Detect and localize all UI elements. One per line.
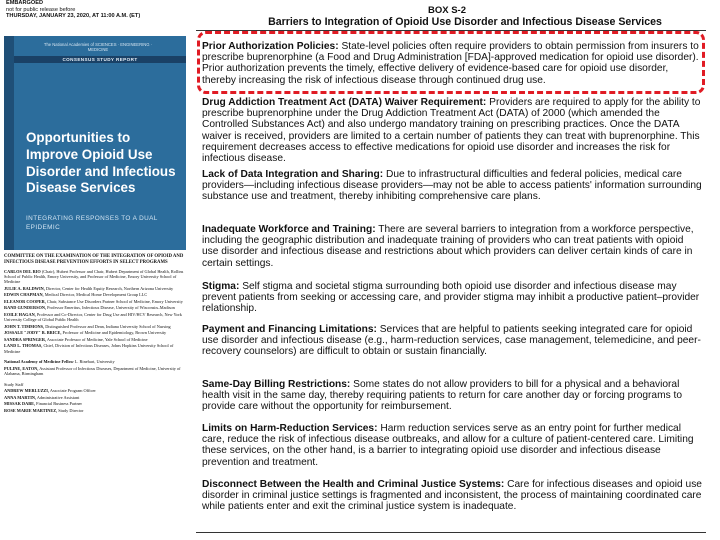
box-label: BOX S-2 (428, 5, 467, 16)
roster-desc: Distinguished Professor and Dean, Indiana University School of Nursing (45, 323, 171, 329)
roster-desc: Chair, Substance Use Disorders Partner School of Medicine, Emory University (46, 298, 183, 304)
roster-entry (4, 359, 188, 364)
roster-entry (4, 286, 188, 291)
barrier-item (202, 379, 702, 413)
barrier-item (202, 324, 702, 358)
barrier-text: State-level policies often require providers to obtain permission from insurers to prescribe buprenorphine (a Food and Drug Administration [FDA]-approved medication for opioid use disorder). Prior authorization prevents the timely, effective delivery of evidence-based care for opioid use disorder, thereby increasing the risk of infectious disease through continued drug use. (202, 41, 699, 86)
roster-name: JOSSALE "JODY" B. BRICE, (4, 330, 62, 336)
barrier-heading: Inadequate Workforce and Training: (202, 224, 376, 235)
roster-entry (4, 366, 188, 377)
highlight-dashed-outline (197, 31, 705, 94)
roster-desc: Associate Program Officer (49, 388, 96, 394)
roster-desc: Financial Business Partner (36, 401, 82, 407)
roster-entry (4, 408, 188, 413)
roster-name: JULIE A. BALDWIN, (4, 285, 45, 291)
staff-heading: Study Staff (4, 381, 24, 387)
roster-entry (4, 401, 188, 406)
roster-staff (4, 388, 188, 413)
cover-subtitle: INTEGRATING RESPONSES TO A DUAL EPIDEMIC (26, 215, 158, 231)
roster-entry (4, 395, 188, 400)
barrier-item (202, 169, 702, 203)
barrier-text: Providers are required to apply for the ability to prescribe buprenorphine under the Drug Addiction Treatment Act (DATA) of 2000 (which amended the Controlled Substances Act) and also undergo mandatory training on prescribing practices. Once the DATA waiver is received, providers are limited to a certain number of patients they can treat with buprenorphine. This requirement decreases access to effective medications for opioid use disorder and increases the risk for infectious disease. (202, 97, 701, 165)
roster-name: RAND GUNDERSON, (4, 305, 47, 311)
barrier-item (202, 97, 702, 164)
roster-name: ROSE MARIE MARTINEZ, (4, 407, 58, 413)
roster-entry (4, 324, 188, 329)
cover-title: Opportunities to Improve Opioid Use Disorder and Infectious Disease Services (26, 130, 176, 196)
cover-band: CONSENSUS STUDY REPORT (14, 56, 186, 63)
roster-desc: Medical Director, Medical Home Development Group LLC (44, 292, 148, 298)
embargo-subtext: not for public release before (6, 6, 76, 13)
barrier-text: Due to infrastructural difficulties and federal policies, medical care providers—including infectious disease providers—may not be able to access patients' information surrounding substance use and treatment, thereby inhibiting comprehensive care plans. (202, 169, 702, 203)
barrier-heading: Stigma: (202, 281, 240, 292)
left-panel (0, 0, 192, 540)
embargo-notice (6, 0, 182, 20)
barrier-text: Some states do not allow providers to bill for a physical and a behavioral health visit in the same day, thereby requiring patients to return for care another day or forcing programs to provide care without the opportunity for reimbursement. (202, 379, 683, 413)
barrier-heading: Lack of Data Integration and Sharing: (202, 169, 384, 180)
roster-name: CARLOS DEL RIO (4, 268, 41, 274)
roster-name: MISSAK DABE, (4, 401, 36, 407)
roster-desc: Director, Center for Health Equity Research, Northern Arizona University (45, 285, 174, 291)
barrier-text: Care for infectious diseases and opioid use disorder in criminal justice settings is fragmented and inconsistent, the process of maintaining coordinated care while patients enter and exit the criminal justice system is inadequate. (202, 479, 702, 513)
embargo-date: THURSDAY, JANUARY 23, 2020, AT 11:00 A.M. (ET) (6, 13, 141, 20)
barrier-heading: Same-Day Billing Restrictions: (202, 379, 351, 390)
roster-entry (4, 292, 188, 297)
roster-entry (4, 305, 188, 310)
barrier-item (202, 479, 702, 513)
barrier-text: Harm reduction services serve as an entry point for further medical care, reduce the risk of infectious disease outbreaks, and allow for a culture of patient-centered care. Limiting these services, on the other hand, is a barrier to integrating opioid use disorder and infectious disease prevention and treatment. (202, 423, 694, 468)
barrier-item (202, 423, 702, 468)
roster-name: JOHN T. TIMMONS, (4, 323, 45, 329)
barrier-heading: Disconnect Between the Health and Criminal Justice Systems: (202, 479, 505, 490)
roster-name: LAND L. THOMAS, (4, 343, 43, 349)
roster-name: EDWIN CHAPMAN, (4, 292, 44, 298)
roster-entry (4, 337, 188, 342)
roster-desc: Chief, Division of Infectious Diseases, Johns Hopkins University School of Medicine (4, 343, 174, 354)
barrier-heading: Prior Authorization Policies: (202, 41, 339, 52)
roster-name: National Academy of Medicine Fellow (4, 359, 74, 365)
roster-desc: L. Rinehart, University (74, 359, 115, 365)
roster-name: SANDRA SPRINGER, (4, 336, 47, 342)
barrier-text: Services that are helpful to patients seeking integrated care for opioid use disorder and infectious disease (e.g., harm-reduction services, case management, telemedicine, and peer-recovery counselors) are difficult to obtain or sustain financially. (202, 324, 701, 358)
barrier-text: There are several barriers to integration from a workforce perspective, including the geographic distribution and inadequate training of providers who can treat patients with opioid use disorder and infectious disease and restrictions about which providers can deliver certain kinds of care in certain settings. (202, 224, 694, 269)
box-bottom-rule (196, 532, 706, 533)
roster-heading: COMMITTEE ON THE EXAMINATION OF THE INTEGRATION OF OPIOID AND INFECTIOUS DISEASE PREVENTION EFFORTS IN SELECT PROGRAMS (4, 254, 184, 265)
cover-publisher: The National Academies of SCIENCES · ENGINEERING · MEDICINE (43, 42, 153, 52)
roster-entry (4, 269, 188, 285)
roster-desc: Professor Emeritus, Infectious Disease, University of Wisconsin–Madison (47, 305, 175, 311)
roster-desc: (Chair), Hubert Professor and Chair, Hubert Department of Global Health, Rollins School of Public Health, Emory University, and Professor of Medicine, Emory University School of Medicine (4, 268, 184, 285)
roster-name: EOILE HAGAN, (4, 311, 36, 317)
barrier-heading: Payment and Financing Limitations: (202, 324, 377, 335)
committee-roster (4, 254, 188, 414)
roster-entry (4, 299, 188, 304)
barrier-text: Self stigma and societal stigma surrounding both opioid use disorder and infectious disease may prevent patients from seeking or accessing care, and provider stigma may inhibit a productive patient–provider relationship. (202, 281, 700, 315)
roster-entry (4, 312, 188, 323)
barrier-heading: Drug Addiction Treatment Act (DATA) Waiver Requirement: (202, 97, 487, 108)
barrier-item (202, 281, 702, 315)
roster-entry (4, 388, 188, 393)
box-title: Barriers to Integration of Opioid Use Disorder and Infectious Disease Services (268, 16, 662, 28)
roster-desc: Professor of Medicine and Epidemiology, Brown University (62, 330, 167, 336)
roster-desc: Professor and Co-Director, Center for Drug Use and HIV/HCV Research, New York University College of Global Public Health (4, 311, 182, 323)
roster-name: ANNA MARTIN, (4, 394, 37, 400)
roster-members (4, 269, 188, 355)
barrier-heading: Limits on Harm-Reduction Services: (202, 423, 378, 434)
embargo-label: EMBARGOED (6, 0, 43, 6)
roster-desc: Associate Professor of Medicine, Yale School of Medicine (46, 336, 148, 342)
roster-desc: Assistant Professor of Infectious Diseases, Department of Medicine, University of Alabama, Birmingham (4, 365, 181, 377)
roster-name: PULINE, EATON, (4, 365, 39, 371)
report-cover (4, 36, 186, 250)
roster-desc: Administrative Assistant (36, 394, 80, 400)
barrier-item (202, 224, 702, 269)
roster-desc: Study Director (58, 407, 84, 413)
roster-entry (4, 330, 188, 335)
roster-entry (4, 343, 188, 354)
cover-stripe (4, 36, 14, 250)
roster-liaison (4, 359, 188, 376)
roster-name: ANDREW MERLUZZI, (4, 388, 50, 394)
roster-name: ELEANOR COOPER, (4, 298, 46, 304)
